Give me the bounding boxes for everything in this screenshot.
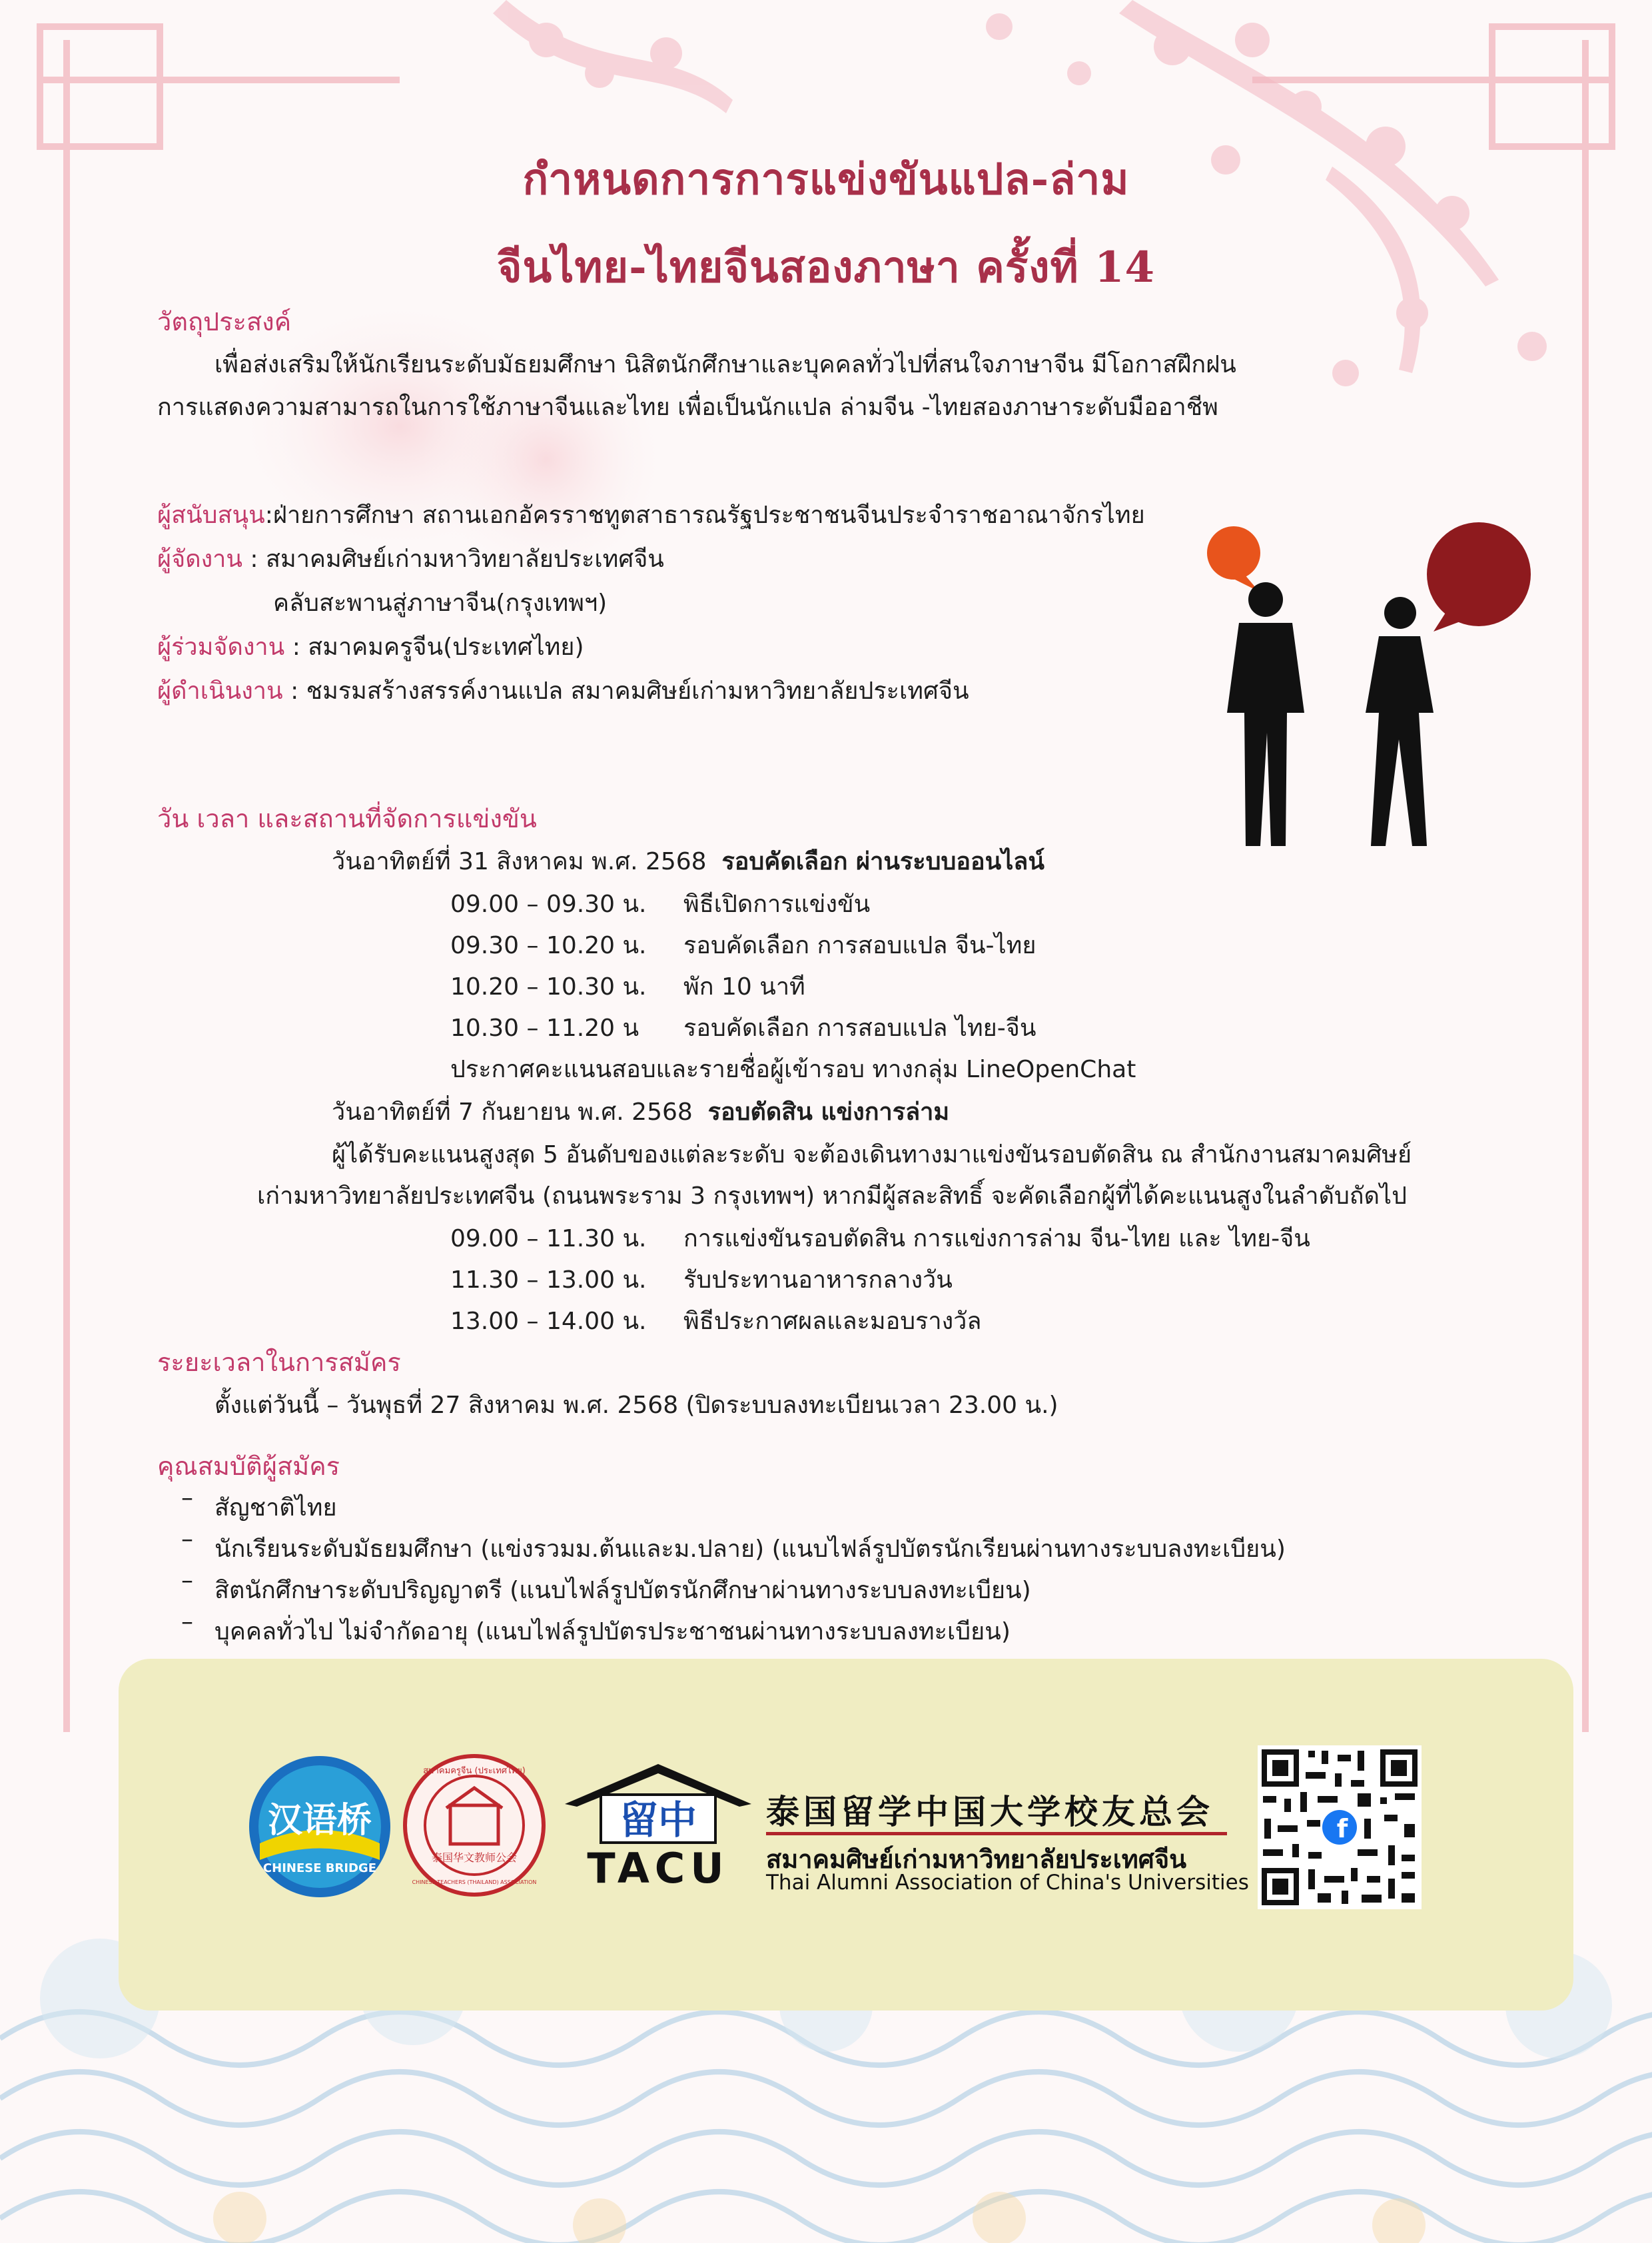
sponsor-label: ผู้สนับสนุน bbox=[157, 502, 265, 529]
qualifications-heading: คุณสมบัติผู้สมัคร bbox=[157, 1452, 340, 1481]
day2-item-desc: การแข่งขันรอบตัดสิน การแข่งการล่าม จีน-ไทย และ ไทย-จีน bbox=[683, 1225, 1310, 1252]
tacu-abbr: TACU bbox=[587, 1844, 729, 1889]
chinese-bridge-logo bbox=[246, 1753, 393, 1900]
qualification-item: สิตนักศึกษาระดับปริญญาตรี (แนบไฟล์รูปบัตรนักศึกษาผ่านทางระบบลงทะเบียน) bbox=[214, 1577, 1031, 1604]
qualification-item: สัญชาติไทย bbox=[214, 1494, 337, 1522]
day1-item-time: 10.30 – 11.20 น bbox=[450, 1015, 639, 1042]
tacu-cn-mark: 留中 bbox=[619, 1797, 697, 1843]
businessman-silhouette-icon bbox=[1227, 582, 1304, 846]
day1-item-time: 09.30 – 10.20 น. bbox=[450, 932, 647, 959]
objective-text-1: เพื่อส่งเสริมให้นักเรียนระดับมัธยมศึกษา นิสิตนักศึกษาและบุคคลทั่วไปที่สนใจภาษาจีน มีโอกาสฝึกฝน bbox=[214, 351, 1236, 378]
day2-date: วันอาทิตย์ที่ 7 กันยายน พ.ศ. 2568 bbox=[332, 1099, 693, 1126]
seal-en-text: CHINESE TEACHERS (THAILAND) ASSOCIATION bbox=[412, 1879, 537, 1885]
seal-cn-text: 泰国华文教师公会 bbox=[431, 1851, 518, 1864]
page-title-line-2: จีนไทย-ไทยจีนสองภาษา ครั้งที่ 14 bbox=[496, 242, 1156, 292]
tacu-chinese-name: 泰国留学中国大学校友总会 bbox=[766, 1793, 1214, 1831]
day2-item-time: 11.30 – 13.00 น. bbox=[450, 1266, 647, 1294]
day1-item-time: 10.20 – 10.30 น. bbox=[450, 973, 647, 1001]
objective-heading: วัตถุประสงค์ bbox=[157, 307, 292, 336]
qualification-item: บุคคลทั่วไป ไม่จำกัดอายุ (แนบไฟล์รูปบัตรประชาชนผ่านทางระบบลงทะเบียน) bbox=[214, 1618, 1011, 1645]
tacu-divider bbox=[766, 1832, 1227, 1835]
speech-bubble-red-icon bbox=[1427, 522, 1531, 626]
day1-announcement: ประกาศคะแนนสอบและรายชื่อผู้เข้ารอบ ทางกลุ่ม LineOpenChat bbox=[450, 1056, 1136, 1083]
day1-item-time: 09.00 – 09.30 น. bbox=[450, 891, 647, 918]
seal-top-text: สมาคมครูจีน (ประเทศไทย) bbox=[423, 1766, 526, 1776]
organizer-label: ผู้จัดงาน bbox=[157, 546, 242, 573]
organizer-value-2: คลับสะพานสู่ภาษาจีน(กรุงเทพฯ) bbox=[273, 590, 608, 617]
tacu-thai-name: สมาคมศิษย์เก่ามหาวิทยาลัยประเทศจีน bbox=[766, 1845, 1187, 1874]
day2-item-desc: พิธีประกาศผลและมอบรางวัล bbox=[683, 1308, 982, 1335]
operator-row bbox=[157, 672, 969, 709]
operator-value: : ชมรมสร้างสรรค์งานแปล สมาคมศิษย์เก่ามหาวิทยาลัยประเทศจีน bbox=[282, 677, 969, 705]
registration-heading: ระยะเวลาในการสมัคร bbox=[157, 1348, 401, 1377]
chinese-teachers-association-seal bbox=[402, 1753, 546, 1897]
day2-item-time: 13.00 – 14.00 น. bbox=[450, 1308, 647, 1335]
day1-item-desc: พิธีเปิดการแข่งขัน bbox=[683, 891, 871, 918]
day2-item-time: 09.00 – 11.30 น. bbox=[450, 1225, 647, 1252]
page-title-line-1: กำหนดการการแข่งขันแปล-ล่าม bbox=[522, 155, 1130, 205]
day1-date: วันอาทิตย์ที่ 31 สิงหาคม พ.ศ. 2568 bbox=[332, 848, 707, 875]
day2-note-1: ผู้ได้รับคะแนนสูงสุด 5 อันดับของแต่ละระดับ จะต้องเดินทางมาแข่งขันรอบตัดสิน ณ สำนักงานสมาคมศิษย์ bbox=[332, 1141, 1412, 1168]
day2-item-desc: รับประทานอาหารกลางวัน bbox=[683, 1266, 953, 1294]
qr-code[interactable] bbox=[1258, 1745, 1422, 1909]
operator-label: ผู้ดำเนินงาน bbox=[157, 677, 283, 705]
sponsor-row bbox=[157, 496, 1145, 534]
co-organizer-value: : สมาคมครูจีน(ประเทศไทย) bbox=[284, 634, 584, 661]
day2-round: รอบตัดสิน แข่งการล่าม bbox=[707, 1099, 950, 1126]
co-organizer-row bbox=[157, 628, 584, 666]
svg-text:f: f bbox=[1336, 1814, 1348, 1843]
registration-period: ตั้งแต่วันนี้ – วันพุธที่ 27 สิงหาคม พ.ศ. 2568 (ปิดระบบลงทะเบียนเวลา 23.00 น.) bbox=[214, 1392, 1058, 1419]
day2-row bbox=[332, 1093, 949, 1130]
tacu-english-name: Thai Alumni Association of China's Universities bbox=[766, 1871, 1249, 1895]
day1-row bbox=[332, 842, 1044, 880]
day2-note-2: เก่ามหาวิทยาลัยประเทศจีน (ถนนพระราม 3 กรุงเทพฯ) หากมีผู้สละสิทธิ์ จะคัดเลือกผู้ที่ได้คะแนนสูงในลำดับถัดไป bbox=[257, 1182, 1407, 1210]
day1-item-desc: รอบคัดเลือก การสอบแปล ไทย-จีน bbox=[683, 1015, 1036, 1042]
speech-bubble-orange-icon bbox=[1207, 526, 1260, 580]
organizer-row bbox=[157, 540, 664, 578]
businesswoman-silhouette-icon bbox=[1366, 597, 1434, 846]
co-organizer-label: ผู้ร่วมจัดงาน bbox=[157, 634, 285, 661]
chinese-bridge-en-text: CHINESE BRIDGE bbox=[262, 1861, 377, 1875]
qualification-item: นักเรียนระดับมัธยมศึกษา (แข่งรวมม.ต้นและม.ปลาย) (แนบไฟล์รูปบัตรนักเรียนผ่านทางระบบลงทะเบียน) bbox=[214, 1536, 1286, 1563]
business-people-illustration bbox=[1186, 513, 1559, 853]
day1-round: รอบคัดเลือก ผ่านระบบออนไลน์ bbox=[721, 848, 1044, 875]
bullet-dash: – bbox=[181, 1608, 193, 1635]
day1-item-desc: พัก 10 นาที bbox=[683, 973, 805, 1001]
schedule-heading: วัน เวลา และสถานที่จัดการแข่งขัน bbox=[157, 804, 537, 833]
bullet-dash: – bbox=[181, 1526, 193, 1553]
objective-text-2: การแสดงความสามารถในการใช้ภาษาจีนและไทย เพื่อเป็นนักแปล ล่ามจีน -ไทยสองภาษาระดับมืออาชีพ bbox=[157, 394, 1218, 421]
bullet-dash: – bbox=[181, 1567, 193, 1594]
organizer-value: : สมาคมศิษย์เก่ามหาวิทยาลัยประเทศจีน bbox=[242, 546, 664, 573]
sponsor-value: :ฝ่ายการศึกษา สถานเอกอัครราชทูตสาธารณรัฐประชาชนจีนประจำราชอาณาจักรไทย bbox=[264, 502, 1145, 529]
bullet-dash: – bbox=[181, 1484, 193, 1512]
day1-item-desc: รอบคัดเลือก การสอบแปล จีน-ไทย bbox=[683, 932, 1036, 959]
tacu-logo bbox=[558, 1759, 758, 1889]
chinese-bridge-cn-text: 汉语桥 bbox=[267, 1801, 372, 1841]
